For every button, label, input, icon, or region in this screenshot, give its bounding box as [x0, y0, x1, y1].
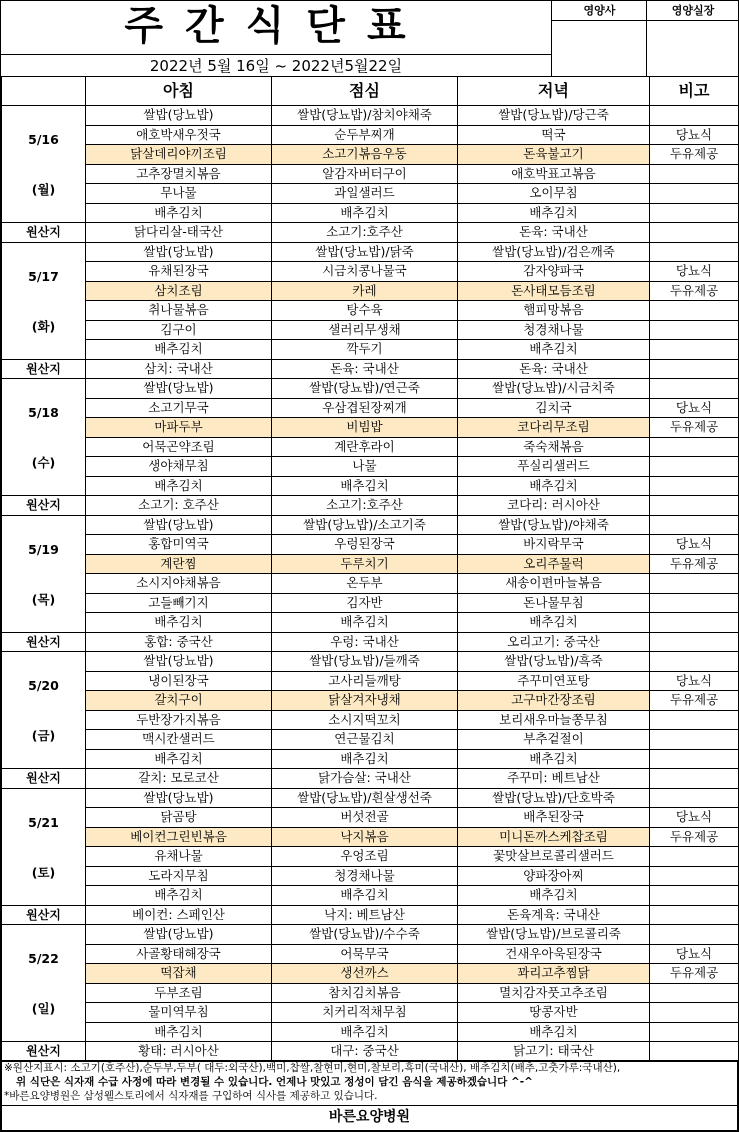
dinner-item: 돈나물무침	[458, 593, 650, 613]
breakfast-item: 어묵곤약조림	[86, 437, 272, 457]
note-item: 두유제공	[650, 281, 739, 301]
menu-table	[1, 76, 739, 1062]
breakfast-item: 계란찜	[86, 554, 272, 574]
origin-item: 소고기:호주산	[272, 223, 458, 243]
lunch-item: 어묵무국	[272, 944, 458, 964]
day-date: 5/22	[28, 951, 59, 966]
menu-row	[2, 203, 739, 223]
origin-label: 원산지	[2, 496, 86, 516]
origin-row	[2, 632, 739, 652]
breakfast-item: 베이컨그린빈볶음	[86, 827, 272, 847]
dinner-item: 미니돈까스케찹조림	[458, 827, 650, 847]
dinner-item: 쌀밥(당뇨밥)/흑죽	[458, 652, 650, 672]
menu-row	[2, 1022, 739, 1042]
menu-row	[2, 164, 739, 184]
menu-row	[2, 476, 739, 496]
lunch-item: 소고기볶음우동	[272, 145, 458, 165]
note-item	[650, 847, 739, 867]
menu-row	[2, 730, 739, 750]
note-item: 두유제공	[650, 418, 739, 438]
dinner-item: 건새우아욱된장국	[458, 944, 650, 964]
dinner-item: 땅콩자반	[458, 1003, 650, 1023]
lunch-item: 알감자버터구이	[272, 164, 458, 184]
dinner-item: 감자양파국	[458, 262, 650, 282]
breakfast-item: 냉이된장국	[86, 671, 272, 691]
origin-item	[650, 769, 739, 789]
note-item	[650, 515, 739, 535]
menu-row	[2, 613, 739, 633]
dinner-item: 죽숙채볶음	[458, 437, 650, 457]
breakfast-item: 배추김치	[86, 886, 272, 906]
menu-row	[2, 788, 739, 808]
column-header-breakfast: 아침	[86, 77, 272, 106]
day-weekday: (일)	[31, 1001, 56, 1016]
breakfast-item: 쌀밥(당뇨밥)	[86, 925, 272, 945]
note-item: 두유제공	[650, 827, 739, 847]
dinner-item: 푸실리샐러드	[458, 457, 650, 477]
dinner-item: 주꾸미연포탕	[458, 671, 650, 691]
origin-row	[2, 359, 739, 379]
menu-row	[2, 593, 739, 613]
note-item	[650, 437, 739, 457]
breakfast-item: 배추김치	[86, 340, 272, 360]
day-cell	[2, 242, 86, 359]
page-title: 주간식단표	[124, 3, 428, 49]
dinner-item: 배추된장국	[458, 808, 650, 828]
footer-supplier-note: *바른요양병원은 삼성웰스토리에서 식자재를 구입하여 식사를 제공하고 있습니다.	[4, 1090, 378, 1102]
footer-change-note: 위 식단은 식자재 수급 사정에 따라 변경될 수 있습니다. 언제나 맛있고 정성이 담긴 음식을 제공하겠습니다 ^-^	[16, 1076, 533, 1088]
day-cell	[2, 652, 86, 769]
origin-label: 원산지	[2, 1042, 86, 1062]
note-item: 두유제공	[650, 554, 739, 574]
note-item	[650, 574, 739, 594]
sign-box-dietitian	[551, 1, 647, 76]
origin-item	[650, 632, 739, 652]
note-item: 당뇨식	[650, 671, 739, 691]
lunch-item: 닭살겨자냉채	[272, 691, 458, 711]
origin-item: 코다리: 러시아산	[458, 496, 650, 516]
note-item	[650, 1022, 739, 1042]
lunch-item: 쌀밥(당뇨밥)/들깨죽	[272, 652, 458, 672]
note-item: 당뇨식	[650, 808, 739, 828]
origin-item: 돈육: 국내산	[272, 359, 458, 379]
note-item	[650, 593, 739, 613]
day-date: 5/17	[28, 268, 59, 284]
day-cell	[2, 925, 86, 1042]
dinner-item: 바지락무국	[458, 535, 650, 555]
dinner-item: 돈육불고기	[458, 145, 650, 165]
breakfast-item: 애호박새우젓국	[86, 125, 272, 145]
menu-row	[2, 281, 739, 301]
origin-item	[650, 905, 739, 925]
day-weekday: (수)	[31, 455, 56, 470]
breakfast-item: 홍합미역국	[86, 535, 272, 555]
breakfast-item: 쌀밥(당뇨밥)	[86, 652, 272, 672]
note-item	[650, 106, 739, 126]
hospital-name: 바른요양병원	[2, 1105, 737, 1128]
dinner-item: 김치국	[458, 398, 650, 418]
lunch-item: 배추김치	[272, 203, 458, 223]
origin-item: 대구: 중국산	[272, 1042, 458, 1062]
breakfast-item: 배추김치	[86, 476, 272, 496]
origin-item: 닭가슴살: 국내산	[272, 769, 458, 789]
header	[1, 1, 738, 76]
menu-row	[2, 457, 739, 477]
day-weekday: (금)	[31, 728, 56, 743]
corner-cell	[2, 77, 86, 106]
dinner-item: 오이무침	[458, 184, 650, 204]
dinner-item: 배추김치	[458, 613, 650, 633]
lunch-item: 연근물김치	[272, 730, 458, 750]
dinner-item: 쌀밥(당뇨밥)/야채죽	[458, 515, 650, 535]
breakfast-item: 배추김치	[86, 749, 272, 769]
note-item	[650, 886, 739, 906]
dinner-item: 쌀밥(당뇨밥)/브로콜리죽	[458, 925, 650, 945]
lunch-item: 온두부	[272, 574, 458, 594]
breakfast-item: 배추김치	[86, 1022, 272, 1042]
breakfast-item: 유채된장국	[86, 262, 272, 282]
menu-row	[2, 808, 739, 828]
breakfast-item: 소고기무국	[86, 398, 272, 418]
menu-row	[2, 262, 739, 282]
lunch-item: 계란후라이	[272, 437, 458, 457]
column-header-row	[2, 77, 739, 106]
day-cell	[2, 515, 86, 632]
dinner-item: 쌀밥(당뇨밥)/당근죽	[458, 106, 650, 126]
date-range: 2022년 5월 16일 ~ 2022년5월22일	[1, 54, 551, 77]
menu-row	[2, 242, 739, 262]
note-item	[650, 320, 739, 340]
lunch-item: 생선까스	[272, 964, 458, 984]
origin-item: 베이컨: 스페인산	[86, 905, 272, 925]
sign-box-chief	[646, 1, 739, 76]
dinner-item: 양파장아찌	[458, 866, 650, 886]
breakfast-item: 유채나물	[86, 847, 272, 867]
origin-item: 오리고기: 중국산	[458, 632, 650, 652]
breakfast-item: 고들빼기지	[86, 593, 272, 613]
breakfast-item: 닭살데리야끼조림	[86, 145, 272, 165]
breakfast-item: 고추장멸치볶음	[86, 164, 272, 184]
menu-row	[2, 554, 739, 574]
dinner-item: 배추김치	[458, 476, 650, 496]
lunch-item: 순두부찌개	[272, 125, 458, 145]
lunch-item: 소시지떡꼬치	[272, 710, 458, 730]
lunch-item: 두루치기	[272, 554, 458, 574]
lunch-item: 김자반	[272, 593, 458, 613]
note-item	[650, 652, 739, 672]
origin-item: 삼치: 국내산	[86, 359, 272, 379]
menu-row	[2, 145, 739, 165]
origin-label: 원산지	[2, 223, 86, 243]
lunch-item: 쌀밥(당뇨밥)/소고기죽	[272, 515, 458, 535]
breakfast-item: 쌀밥(당뇨밥)	[86, 379, 272, 399]
day-cell	[2, 379, 86, 496]
dinner-item: 배추김치	[458, 886, 650, 906]
day-date: 5/16	[28, 132, 59, 147]
day-date: 5/20	[28, 678, 59, 693]
dinner-item: 배추김치	[458, 749, 650, 769]
menu-row	[2, 515, 739, 535]
breakfast-item: 두부조림	[86, 983, 272, 1003]
note-item	[650, 788, 739, 808]
lunch-item: 고사리들깨탕	[272, 671, 458, 691]
origin-item	[650, 359, 739, 379]
menu-row	[2, 340, 739, 360]
lunch-item: 배추김치	[272, 749, 458, 769]
breakfast-item: 김구이	[86, 320, 272, 340]
dinner-item: 쌀밥(당뇨밥)/시금치죽	[458, 379, 650, 399]
column-header-dinner: 저녁	[458, 77, 650, 106]
origin-item: 홍합: 중국산	[86, 632, 272, 652]
note-item	[650, 710, 739, 730]
lunch-item: 배추김치	[272, 613, 458, 633]
origin-row	[2, 223, 739, 243]
day-weekday: (화)	[31, 318, 56, 334]
breakfast-item: 떡잡채	[86, 964, 272, 984]
note-item	[650, 983, 739, 1003]
menu-row	[2, 847, 739, 867]
column-header-notes: 비고	[650, 77, 739, 106]
breakfast-item: 쌀밥(당뇨밥)	[86, 515, 272, 535]
note-item: 두유제공	[650, 691, 739, 711]
note-item	[650, 613, 739, 633]
day-cell	[2, 106, 86, 223]
menu-row	[2, 749, 739, 769]
lunch-item: 청경채나물	[272, 866, 458, 886]
note-item	[650, 476, 739, 496]
note-item	[650, 301, 739, 321]
lunch-item: 쌀밥(당뇨밥)/닭죽	[272, 242, 458, 262]
note-item: 두유제공	[650, 964, 739, 984]
note-item	[650, 925, 739, 945]
lunch-item: 쌀밥(당뇨밥)/수수죽	[272, 925, 458, 945]
sign-label-chief: 영양실장	[647, 1, 739, 21]
dinner-item: 햄피망볶음	[458, 301, 650, 321]
menu-row	[2, 652, 739, 672]
day-cell	[2, 788, 86, 905]
dinner-item: 새송이편마늘볶음	[458, 574, 650, 594]
lunch-item: 치커리적채무침	[272, 1003, 458, 1023]
note-item: 당뇨식	[650, 262, 739, 282]
note-item: 두유제공	[650, 145, 739, 165]
lunch-item: 카레	[272, 281, 458, 301]
menu-row	[2, 1003, 739, 1023]
note-item: 당뇨식	[650, 535, 739, 555]
day-weekday: (목)	[31, 591, 56, 607]
dinner-item: 보리새우마늘쫑무침	[458, 710, 650, 730]
breakfast-item: 소시지야채볶음	[86, 574, 272, 594]
origin-item: 닭고기: 태국산	[458, 1042, 650, 1062]
day-weekday: (토)	[31, 864, 56, 880]
breakfast-item: 삼치조림	[86, 281, 272, 301]
breakfast-item: 도라지무침	[86, 866, 272, 886]
origin-item: 낙지: 베트남산	[272, 905, 458, 925]
dinner-item: 쌀밥(당뇨밥)/단호박죽	[458, 788, 650, 808]
lunch-item: 깍두기	[272, 340, 458, 360]
dinner-item: 청경채나물	[458, 320, 650, 340]
dinner-item: 애호박표고볶음	[458, 164, 650, 184]
note-item	[650, 164, 739, 184]
breakfast-item: 생야채무침	[86, 457, 272, 477]
note-item	[650, 203, 739, 223]
lunch-item: 비빔밥	[272, 418, 458, 438]
note-item	[650, 242, 739, 262]
note-item	[650, 379, 739, 399]
menu-row	[2, 574, 739, 594]
lunch-item: 탕수육	[272, 301, 458, 321]
dinner-item: 코다리무조림	[458, 418, 650, 438]
breakfast-item: 쌀밥(당뇨밥)	[86, 242, 272, 262]
dinner-item: 쌀밥(당뇨밥)/검은깨죽	[458, 242, 650, 262]
lunch-item: 우렁된장국	[272, 535, 458, 555]
lunch-item: 쌀밥(당뇨밥)/흰살생선죽	[272, 788, 458, 808]
menu-row	[2, 925, 739, 945]
origin-item: 소고기:호주산	[272, 496, 458, 516]
origin-item	[650, 223, 739, 243]
lunch-item: 나물	[272, 457, 458, 477]
lunch-item: 배추김치	[272, 476, 458, 496]
breakfast-item: 취나물볶음	[86, 301, 272, 321]
origin-item	[650, 1042, 739, 1062]
lunch-item: 배추김치	[272, 886, 458, 906]
note-item	[650, 457, 739, 477]
dinner-item: 멸치감자풋고추조림	[458, 983, 650, 1003]
lunch-item: 버섯전골	[272, 808, 458, 828]
origin-item: 돈육: 국내산	[458, 223, 650, 243]
dinner-item: 배추김치	[458, 203, 650, 223]
lunch-item: 과일샐러드	[272, 184, 458, 204]
note-item	[650, 749, 739, 769]
day-date: 5/18	[28, 405, 59, 420]
lunch-item: 참치김치볶음	[272, 983, 458, 1003]
note-item: 당뇨식	[650, 944, 739, 964]
note-item	[650, 730, 739, 750]
dinner-item: 부추겉절이	[458, 730, 650, 750]
breakfast-item: 마파두부	[86, 418, 272, 438]
menu-row	[2, 418, 739, 438]
breakfast-item: 맥시칸샐러드	[86, 730, 272, 750]
dinner-item: 오리주물럭	[458, 554, 650, 574]
sign-label-dietitian: 영양사	[552, 1, 647, 21]
origin-item: 닭다리살-태국산	[86, 223, 272, 243]
origin-item: 우렁: 국내산	[272, 632, 458, 652]
origin-row	[2, 496, 739, 516]
note-item	[650, 184, 739, 204]
note-item	[650, 1003, 739, 1023]
menu-row	[2, 125, 739, 145]
lunch-item: 배추김치	[272, 1022, 458, 1042]
dinner-item: 배추김치	[458, 340, 650, 360]
lunch-item: 샐러리무생채	[272, 320, 458, 340]
menu-row	[2, 398, 739, 418]
breakfast-item: 사골황태해장국	[86, 944, 272, 964]
note-item: 당뇨식	[650, 125, 739, 145]
origin-item: 주꾸미: 베트남산	[458, 769, 650, 789]
breakfast-item: 무나물	[86, 184, 272, 204]
menu-row	[2, 184, 739, 204]
origin-label: 원산지	[2, 905, 86, 925]
dinner-item: 고구마간장조림	[458, 691, 650, 711]
column-header-lunch: 점심	[272, 77, 458, 106]
lunch-item: 시금치콩나물국	[272, 262, 458, 282]
lunch-item: 쌀밥(당뇨밥)/참치야채죽	[272, 106, 458, 126]
breakfast-item: 쌀밥(당뇨밥)	[86, 106, 272, 126]
note-item	[650, 340, 739, 360]
breakfast-item: 두반장가지볶음	[86, 710, 272, 730]
lunch-item: 쌀밥(당뇨밥)/연근죽	[272, 379, 458, 399]
breakfast-item: 쌀밥(당뇨밥)	[86, 788, 272, 808]
origin-label: 원산지	[2, 359, 86, 379]
breakfast-item: 물미역무침	[86, 1003, 272, 1023]
lunch-item: 낙지볶음	[272, 827, 458, 847]
footer-origin-note: ※원산지표시: 소고기(호주산),순두부,두부( 대두:외국산),백미,찹쌀,찰현미,현미,찰보리,흑미(국내산), 배추김치(배추,고춧가루:국내산),	[4, 1062, 621, 1074]
note-item: 당뇨식	[650, 398, 739, 418]
menu-row	[2, 379, 739, 399]
breakfast-item: 갈치구이	[86, 691, 272, 711]
origin-label: 원산지	[2, 632, 86, 652]
menu-row	[2, 106, 739, 126]
origin-item: 소고기: 호주산	[86, 496, 272, 516]
menu-row	[2, 320, 739, 340]
menu-row	[2, 671, 739, 691]
lunch-item: 우엉조림	[272, 847, 458, 867]
origin-item: 돈육계육: 국내산	[458, 905, 650, 925]
day-date: 5/19	[28, 541, 59, 557]
menu-row	[2, 691, 739, 711]
origin-row	[2, 769, 739, 789]
breakfast-item: 배추김치	[86, 203, 272, 223]
footer	[1, 1060, 738, 1131]
day-date: 5/21	[28, 814, 59, 830]
breakfast-item: 배추김치	[86, 613, 272, 633]
origin-item: 돈육: 국내산	[458, 359, 650, 379]
dinner-item: 돈사태모듬조림	[458, 281, 650, 301]
menu-row	[2, 944, 739, 964]
dinner-item: 꽈리고추찜닭	[458, 964, 650, 984]
origin-item: 황태: 러시아산	[86, 1042, 272, 1062]
origin-label: 원산지	[2, 769, 86, 789]
menu-row	[2, 437, 739, 457]
note-item	[650, 866, 739, 886]
origin-item	[650, 496, 739, 516]
origin-row	[2, 1042, 739, 1062]
menu-row	[2, 866, 739, 886]
lunch-item: 우삼겹된장찌개	[272, 398, 458, 418]
menu-row	[2, 886, 739, 906]
menu-row	[2, 983, 739, 1003]
day-weekday: (월)	[31, 182, 56, 197]
menu-row	[2, 827, 739, 847]
dinner-item: 배추김치	[458, 1022, 650, 1042]
breakfast-item: 닭곰탕	[86, 808, 272, 828]
menu-row	[2, 535, 739, 555]
dinner-item: 꽃맛살브로콜리샐러드	[458, 847, 650, 867]
origin-item: 갈치: 모로코산	[86, 769, 272, 789]
menu-row	[2, 710, 739, 730]
origin-row	[2, 905, 739, 925]
menu-row	[2, 964, 739, 984]
menu-row	[2, 301, 739, 321]
dinner-item: 떡국	[458, 125, 650, 145]
